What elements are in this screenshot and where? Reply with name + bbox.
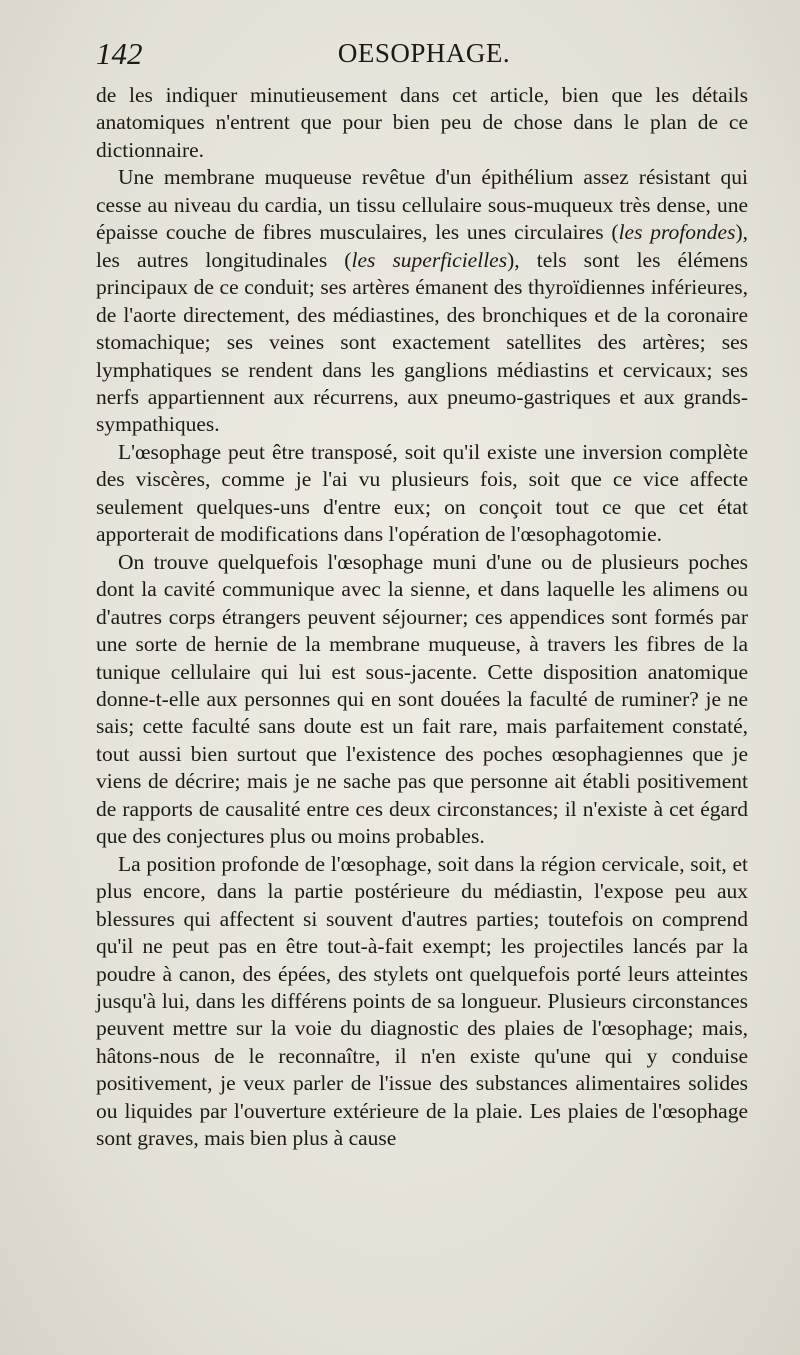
page-header	[96, 36, 752, 72]
paragraph-5: La position profonde de l'œsophage, soit dans la région cervicale, soit, et plus encore, dans la partie postérieure du médiastin, l'expose peu aux blessures qui affectent si souvent d'autres parties; toutefois on comprend qu'il ne peut pas en être tout-à-fait exempt; les projectiles lancés par la poudre à canon, des épées, des stylets ont quelquefois porté leurs atteintes jusqu'à lui, dans les différens points de sa longueur. Plusieurs circonstances peuvent mettre sur la voie du diagnostic des plaies de l'œsophage; mais, hâtons-nous de le reconnaître, il n'en existe qu'une qui y conduise positivement, je veux parler de l'issue des substances alimentaires solides ou liquides par l'ouverture extérieure de la plaie. Les plaies de l'œsophage sont graves, mais bien plus à cause	[96, 851, 748, 1151]
paragraph-2-part-2: ), les autres longitudinales (	[96, 220, 748, 272]
paragraph-2	[96, 164, 748, 439]
italic-les-profondes: les profondes	[618, 220, 736, 245]
running-head: OESOPHAGE.	[337, 38, 511, 68]
paragraph-1: de les indiquer minutieusement dans cet article, bien que les détails anatomiques n'entrent que pour bien peu de chose dans le plan de ce dictionnaire.	[96, 83, 748, 162]
paragraph-2-part-1: Une membrane muqueuse revêtue d'un épithélium assez résistant qui cesse au niveau du cardia, un tissu cellulaire sous-muqueux très dense, une épaisse couche de fibres musculaires, les unes circulaires (	[96, 165, 748, 245]
page-number: 142	[96, 36, 143, 71]
body-text	[96, 82, 748, 1153]
italic-les-superficielles: les superficielles	[351, 247, 508, 272]
paragraph-3: L'œsophage peut être transposé, soit qu'il existe une inversion complète des viscères, comme je l'ai vu plusieurs fois, soit que ce vice affecte seulement quelques-uns d'entre eux; on conçoit tout ce que cet état apporterait de modifications dans l'opération de l'œsophagotomie.	[96, 439, 748, 547]
paragraph-2-part-3: ), tels sont les élémens principaux de ce conduit; ses artères émanent des thyroïdiennes inférieures, de l'aorte directement, des médiastines, des bronchiques et de la coronaire stomachique; ses veines sont exactement satellites des artères; ses lymphatiques se rendent dans les ganglions médiastins et cervicaux; ses nerfs appartiennent aux récurrens, aux pneumo-gastriques et aux grands-sympathiques.	[96, 247, 749, 437]
paragraph-4: On trouve quelquefois l'œsophage muni d'une ou de plusieurs poches dont la cavité communique avec la sienne, et dans laquelle les alimens ou d'autres corps étrangers peuvent séjourner; ces appendices sont formés par une sorte de hernie de la membrane muqueuse, à travers les fibres de la tunique cellulaire qui lui est sous-jacente. Cette disposition anatomique donne-t-elle aux personnes qui en sont douées la faculté de ruminer? je ne sais; cette faculté sans doute est un fait rare, mais parfaitement constaté, tout aussi bien surtout que l'existence des poches œsophagiennes que je viens de décrire; mais je ne sache pas que personne ait établi positivement de rapports de causalité entre ces deux circonstances; il n'existe à cet égard que des conjectures plus ou moins probables.	[96, 549, 748, 849]
